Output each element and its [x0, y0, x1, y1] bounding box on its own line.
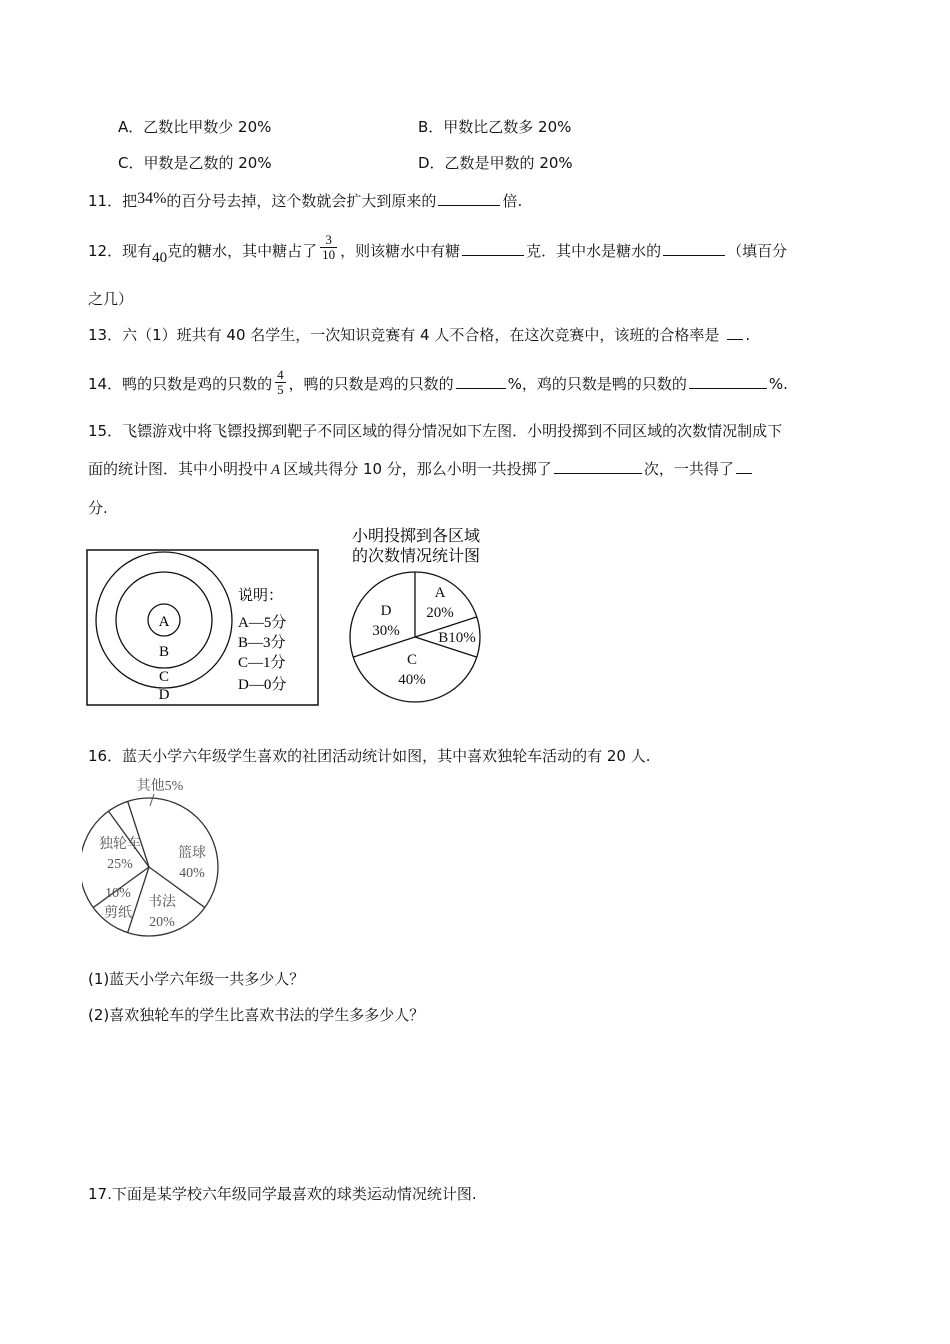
- question-12-line2: 之几）: [88, 290, 134, 308]
- slice-a-label-name: A: [434, 585, 446, 601]
- question-11: 11．把34%的百分号去掉，这个数就会扩大到原来的 倍.: [88, 190, 523, 210]
- ring-label-a: A: [158, 614, 170, 630]
- answer-blank[interactable]: [663, 240, 725, 256]
- question-17: 17.下面是某学校六年级同学最喜欢的球类运动情况统计图.: [88, 1185, 477, 1203]
- ring-label-c: C: [158, 669, 170, 685]
- answer-blank[interactable]: [462, 240, 524, 256]
- answer-blank[interactable]: [736, 458, 752, 474]
- ring-label-b: B: [158, 644, 170, 660]
- slice-calligraphy-label-name: 书法: [148, 895, 176, 910]
- slice-basketball-label-name: 篮球: [178, 846, 206, 861]
- question-14: 14．鸭的只数是鸡的只数的 $\frac{4}{5}$ ，鸭的只数是鸡的只数的 %，鸡的只数是鸭的只数的 %.: [88, 367, 788, 397]
- answer-blank[interactable]: [438, 190, 500, 206]
- option-b: B．甲数比乙数多 20%: [418, 118, 572, 136]
- chart-subtitle: 的次数情况统计图: [351, 548, 481, 565]
- pie-slice-boundary-3: [128, 867, 149, 933]
- question-16: 16．蓝天小学六年级学生喜欢的社团活动统计如图，其中喜欢独轮车活动的有 20 人.: [88, 747, 651, 765]
- pie-slice-boundary-4: [353, 637, 415, 657]
- legend-title: 说明：: [238, 588, 284, 604]
- question-16-part1: (1)蓝天小学六年级一共多少人？: [88, 970, 305, 988]
- question-12: 12．现有40克的糖水，其中糖占了 $\frac{3}{10}$ ，则该糖水中有糖 克．其中水是糖水的 （填百分: [88, 232, 788, 266]
- answer-blank[interactable]: [456, 373, 506, 389]
- slice-papercut-label-value: 剪纸: [104, 906, 132, 921]
- legend-a: A—5分: [238, 615, 287, 631]
- answer-blank[interactable]: [689, 373, 767, 389]
- legend-b: B—3分: [238, 635, 286, 651]
- slice-papercut-label-name: 10%: [105, 886, 131, 901]
- slice-unicycle-label-value: 25%: [107, 857, 133, 872]
- chart-title: 小明投掷到各区域: [351, 528, 481, 545]
- ring-label-d: D: [158, 687, 170, 703]
- fraction: $\frac{4}{5}$: [277, 367, 284, 397]
- slice-d-label-name: D: [380, 603, 392, 619]
- question-15-line2: 面的统计图．其中小明投中 A 区域共得分 10 分，那么小明一共投掷了 次，一共得了: [88, 458, 754, 480]
- option-d: D．乙数是甲数的 20%: [418, 154, 573, 172]
- slice-d-label-value: 30%: [372, 623, 400, 639]
- answer-blank[interactable]: [554, 458, 642, 474]
- slice-other-label: 其他5%: [136, 779, 184, 794]
- fraction: $\frac{3}{10}$: [322, 232, 336, 262]
- answer-blank[interactable]: [727, 324, 743, 340]
- question-16-part2: (2)喜欢独轮车的学生比喜欢书法的学生多多少人？: [88, 1006, 425, 1024]
- slice-basketball-label-value: 40%: [179, 866, 205, 881]
- pie-chart-throws: [336, 522, 496, 704]
- question-15-line3: 分.: [88, 499, 108, 517]
- legend-c: C—1分: [238, 655, 286, 671]
- slice-calligraphy-label-value: 20%: [149, 915, 175, 930]
- dart-target-figure: [86, 549, 320, 707]
- slice-b-label-name: B10%: [438, 630, 476, 646]
- legend-d: D—0分: [238, 677, 287, 693]
- slice-a-label-value: 20%: [426, 605, 454, 621]
- slice-unicycle-label-name: 独轮车: [99, 837, 141, 852]
- slice-c-label-name: C: [406, 652, 418, 668]
- percent-value: 34%: [137, 190, 167, 207]
- slice-other-leader: [150, 794, 154, 806]
- option-a: A．乙数比甲数少 20%: [118, 118, 272, 136]
- option-c: C．甲数是乙数的 20%: [118, 154, 272, 172]
- sugar-water-amount: 40: [152, 250, 168, 266]
- question-15-line1: 15．飞镖游戏中将飞镖投掷到靶子不同区域的得分情况如下左图．小明投掷到不同区域的次数情况制成下: [88, 422, 783, 440]
- slice-c-label-value: 40%: [398, 672, 426, 688]
- pie-chart-clubs: [82, 770, 232, 940]
- question-13: 13．六（1）班共有 40 名学生，一次知识竞赛有 4 人不合格，在这次竞赛中，该班的合格率是 .: [88, 326, 751, 344]
